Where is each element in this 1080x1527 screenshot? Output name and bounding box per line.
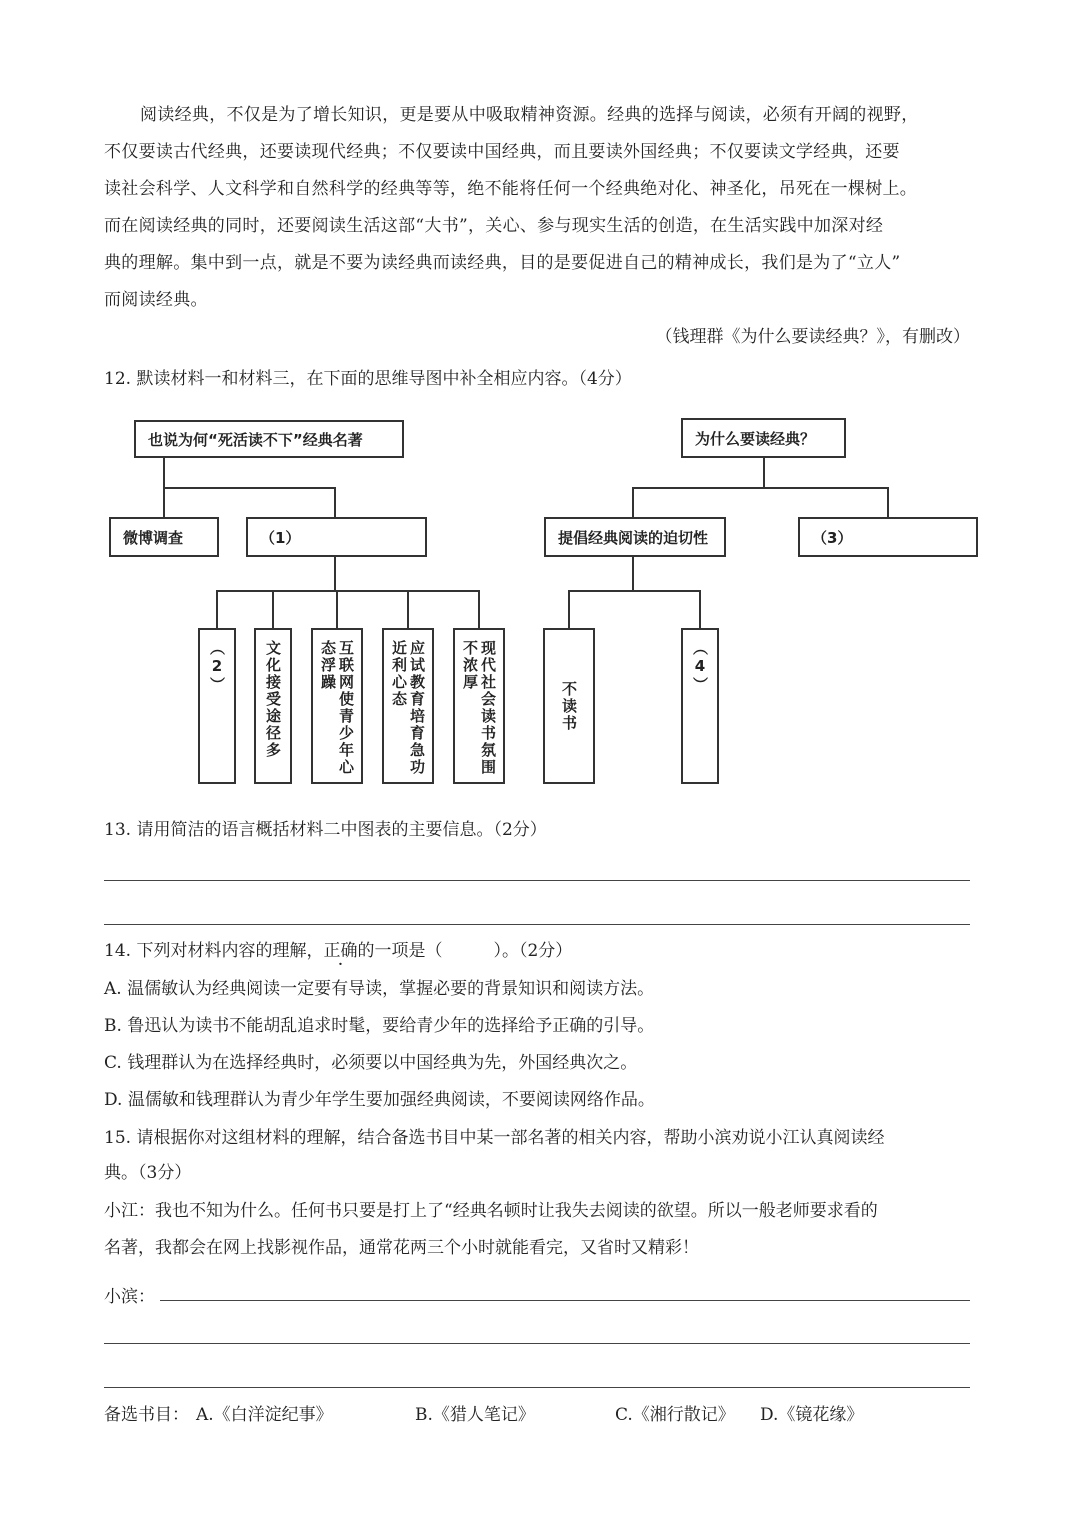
mindmap-left-leaf: 文化接受途径多: [254, 628, 292, 784]
passage-line: 不仅要读古代经典，还要读现代经典；不仅要读中国经典，而且要读外国经典；不仅要读文学经典，还要: [104, 142, 900, 162]
connector: [632, 557, 634, 591]
option-d: D. 温儒敏和钱理群认为青少年学生要加强经典阅读，不要阅读网络作品。: [104, 1090, 655, 1110]
passage-line: 而阅读经典。: [104, 290, 208, 310]
connector: [763, 458, 765, 488]
passage-line: 阅读经典，不仅是为了增长知识，更是要从中吸取精神资源。经典的选择与阅读，必须有开阔的视野，: [140, 105, 919, 125]
connector: [632, 487, 889, 489]
option-b: B. 鲁迅认为读书不能胡乱追求时髦，要给青少年的选择给予正确的引导。: [104, 1016, 655, 1036]
connector: [334, 487, 336, 517]
answer-line: [104, 1387, 970, 1388]
mindmap-left-leaf: 现代社会读书氛围不浓厚: [453, 628, 505, 784]
passage: [104, 97, 974, 319]
xiaobin-label: 小滨：: [104, 1287, 155, 1307]
connector: [334, 557, 336, 591]
mindmap-right-child-urgency: 提倡经典阅读的迫切性: [544, 517, 726, 557]
passage-line: 读社会科学、人文科学和自然科学的经典等等，绝不能将任何一个经典绝对化、神圣化，吊死在一棵树上。: [104, 179, 918, 199]
question-15-cont: 典。（3分）: [104, 1163, 192, 1183]
mindmap-left-child-blank-1: （1）: [246, 517, 427, 557]
connector: [568, 590, 570, 628]
answer-line: [160, 1300, 970, 1301]
mindmap-left-leaf-blank-2: （2）: [198, 628, 236, 784]
connector: [568, 590, 701, 592]
question-12: 12. 默读材料一和材料三，在下面的思维导图中补全相应内容。（4分）: [104, 369, 632, 389]
mindmap-right-child-blank-3: （3）: [798, 517, 978, 557]
mindmap-right-leaf-blank-4: （4）: [681, 628, 719, 784]
mindmap-left-leaf: 应试教育培育急功近利心态: [382, 628, 434, 784]
mindmap-left-leaf: 互联网使青少年心态浮躁: [311, 628, 363, 784]
connector: [887, 487, 889, 517]
mindmap-right-leaf: 不读书: [543, 628, 595, 784]
passage-line: 典的理解。集中到一点，就是不要为读经典而读经典，目的是要促进自己的精神成长，我们是为了“立人”: [104, 253, 901, 273]
connector: [407, 590, 409, 628]
passage-line: 而在阅读经典的同时，还要阅读生活这部“大书”，关心、参与现实生活的创造，在生活实践中加深对经: [104, 216, 884, 236]
book-option-b: B.《猎人笔记》: [415, 1405, 535, 1425]
xiaojiang-speech: 小江：我也不知为什么。任何书只要是打上了“经典名顿时让我失去阅读的欲望。所以一般老师要求看的: [104, 1201, 878, 1221]
option-c: C. 钱理群认为在选择经典时，必须要以中国经典为先，外国经典次之。: [104, 1053, 638, 1073]
connector: [699, 590, 701, 628]
mindmap-right-root: 为什么要读经典？: [681, 418, 846, 458]
connector: [272, 590, 274, 628]
question-13: 13. 请用简洁的语言概括材料二中图表的主要信息。（2分）: [104, 820, 547, 840]
book-option-c: C.《湘行散记》: [615, 1405, 735, 1425]
answer-line: [104, 880, 970, 881]
connector: [336, 590, 338, 628]
mindmap-left-root: 也说为何“死活读不下”经典名著: [134, 420, 404, 458]
connector: [632, 487, 634, 517]
connector: [163, 487, 336, 489]
option-a: A. 温儒敏认为经典阅读一定要有导读，掌握必要的背景知识和阅读方法。: [104, 979, 655, 999]
mindmap-left-child-weibo: 微博调查: [109, 517, 219, 557]
passage-source: （钱理群《为什么要读经典？》，有删改）: [655, 327, 970, 347]
answer-line: [104, 1343, 970, 1344]
book-option-d: D.《镜花缘》: [760, 1405, 864, 1425]
xiaojiang-speech-cont: 名著，我都会在网上找影视作品，通常花两三个小时就能看完，又省时又精彩！: [104, 1238, 699, 1258]
connector: [216, 590, 218, 628]
answer-line: [104, 924, 970, 925]
connector: [478, 590, 480, 628]
emphasis-correct: 正确: [323, 941, 358, 961]
question-15: 15. 请根据你对这组材料的理解，结合备选书目中某一部名著的相关内容，帮助小滨劝说小江认真阅读经: [104, 1128, 885, 1148]
connector: [216, 590, 480, 592]
connector: [163, 487, 165, 517]
mind-map: [0, 400, 1080, 800]
book-option-a: A.《白洋淀纪事》: [196, 1405, 333, 1425]
connector: [163, 458, 165, 488]
question-14: 14. 下列对材料内容的理解，正确的一项是（ ）。（2分）: [104, 941, 573, 961]
books-label: 备选书目：: [104, 1405, 189, 1425]
